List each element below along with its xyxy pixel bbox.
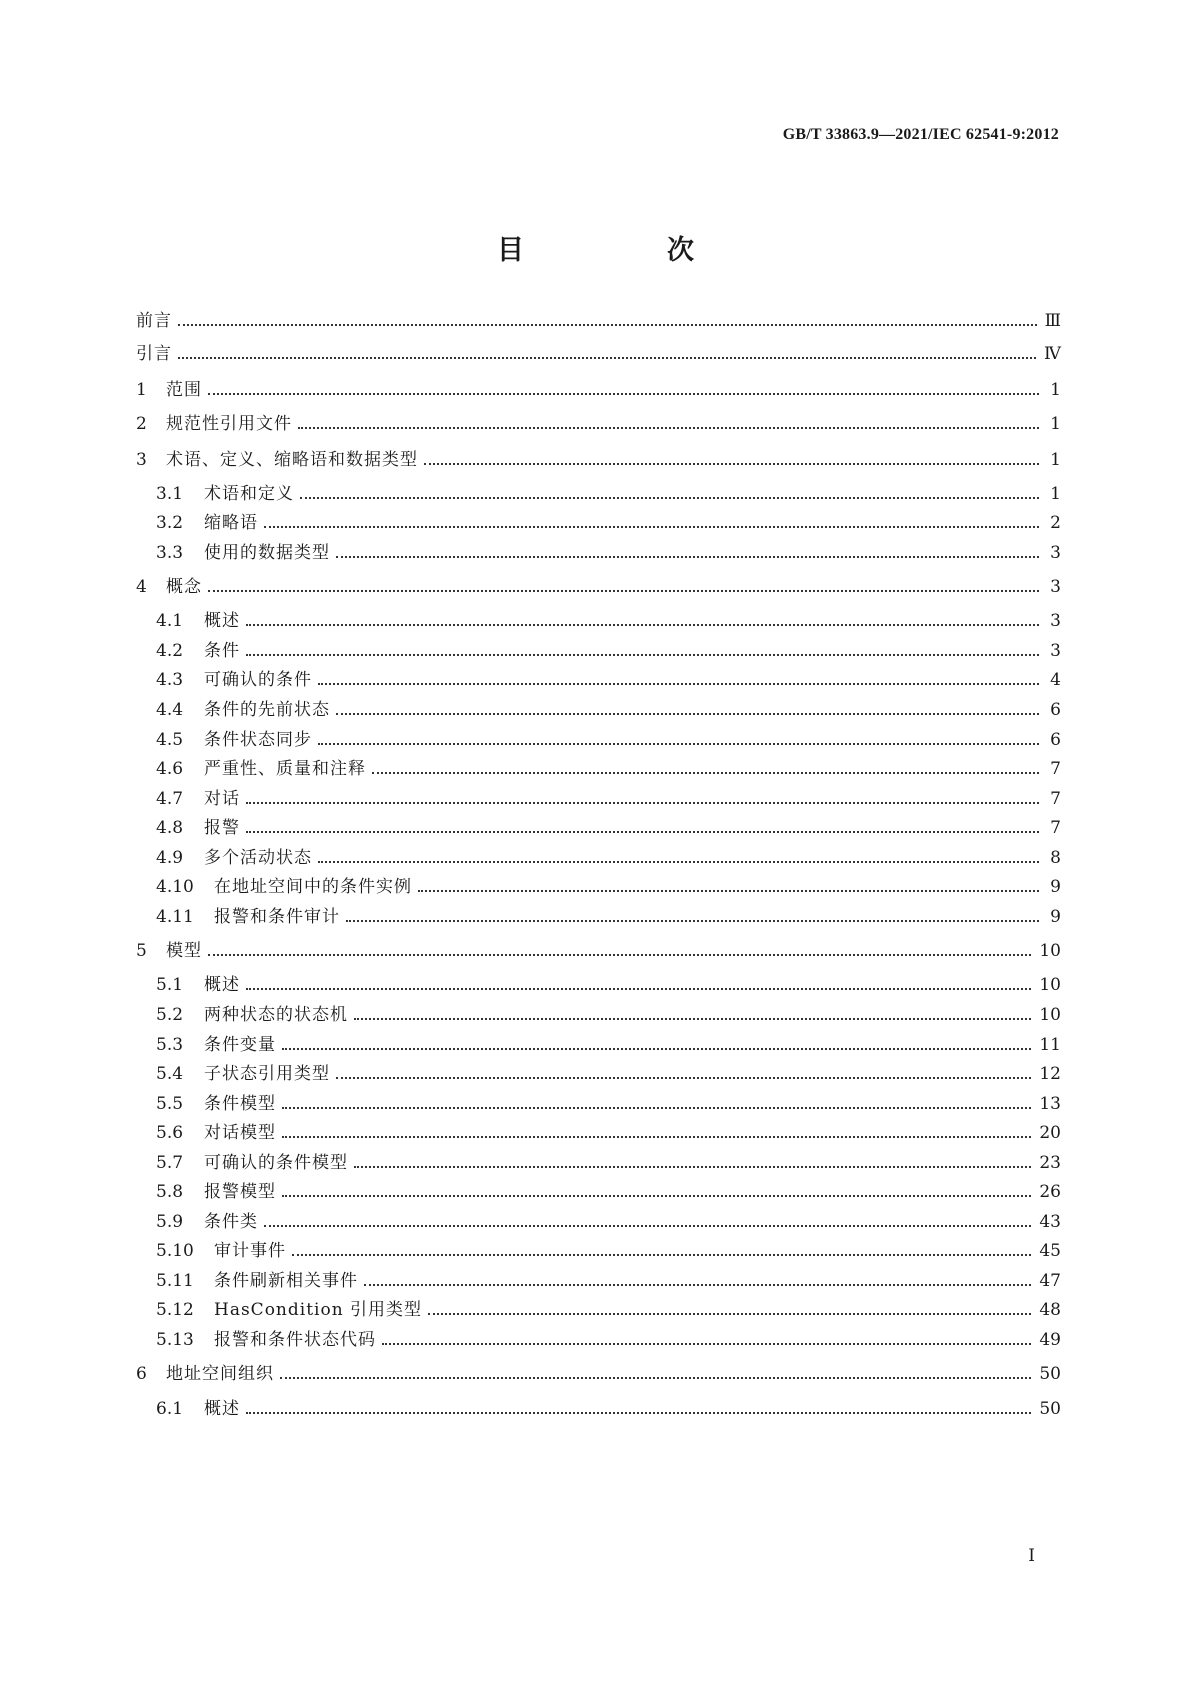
toc-dot-leader xyxy=(300,497,1039,499)
toc-entry-page: Ⅳ xyxy=(1044,344,1061,364)
toc-entry-page: 50 xyxy=(1039,1364,1061,1384)
toc-entry-number: 5.12 xyxy=(156,1300,194,1320)
toc-entry-title: 使用的数据类型 xyxy=(204,543,330,563)
toc-entry[interactable] xyxy=(156,1063,1061,1085)
toc-entry-title: 概念 xyxy=(166,577,202,597)
toc-dot-leader xyxy=(346,920,1039,922)
toc-entry[interactable] xyxy=(156,699,1061,721)
toc-entry[interactable] xyxy=(156,1270,1061,1292)
toc-entry[interactable] xyxy=(156,1299,1061,1321)
toc-entry-page: 9 xyxy=(1050,907,1061,927)
toc-entry[interactable] xyxy=(156,610,1061,632)
toc-entry[interactable] xyxy=(156,876,1061,898)
toc-entry-title: 前言 xyxy=(136,311,172,331)
toc-entry-title: 概述 xyxy=(204,611,240,631)
toc-dot-leader xyxy=(282,1107,1031,1109)
toc-entry-number: 5.5 xyxy=(156,1094,184,1114)
toc-entry-title: 术语和定义 xyxy=(204,484,294,504)
toc-entry-title: 条件刷新相关事件 xyxy=(214,1271,358,1291)
toc-entry[interactable] xyxy=(156,906,1061,928)
toc-entry-number: 5.8 xyxy=(156,1182,184,1202)
toc-entry-page: 6 xyxy=(1050,730,1061,750)
toc-entry[interactable] xyxy=(156,1398,1061,1420)
toc-dot-leader xyxy=(428,1313,1031,1315)
toc-entry[interactable] xyxy=(156,1240,1061,1262)
toc-dot-leader xyxy=(208,590,1039,592)
toc-dot-leader xyxy=(318,861,1039,863)
toc-entry[interactable] xyxy=(156,729,1061,751)
toc-entry-title: 报警和条件审计 xyxy=(214,907,340,927)
toc-entry[interactable] xyxy=(156,640,1061,662)
toc-entry[interactable] xyxy=(156,512,1061,534)
toc-entry-page: 3 xyxy=(1050,543,1061,563)
toc-dot-leader xyxy=(292,1254,1031,1256)
toc-entry-title: 规范性引用文件 xyxy=(166,414,292,434)
toc-entry-number: 1 xyxy=(136,380,147,400)
toc-entry-number: 2 xyxy=(136,414,147,434)
toc-dot-leader xyxy=(178,324,1037,326)
toc-dot-leader xyxy=(336,1077,1031,1079)
toc-entry-number: 5.1 xyxy=(156,975,184,995)
toc-entry-title: 条件状态同步 xyxy=(204,730,312,750)
toc-entry-page: 23 xyxy=(1039,1153,1061,1173)
toc-entry-page: 7 xyxy=(1050,789,1061,809)
toc-entry-title: 对话 xyxy=(204,789,240,809)
toc-entry-page: 7 xyxy=(1050,759,1061,779)
toc-entry-title: 范围 xyxy=(166,380,202,400)
toc-entry-number: 6 xyxy=(136,1364,147,1384)
toc-entry[interactable] xyxy=(136,413,1061,435)
toc-entry[interactable] xyxy=(156,847,1061,869)
toc-entry-title: 可确认的条件模型 xyxy=(204,1153,348,1173)
toc-entry-page: 3 xyxy=(1050,577,1061,597)
toc-entry-number: 4.10 xyxy=(156,877,194,897)
toc-entry-title: 两种状态的状态机 xyxy=(204,1005,348,1025)
toc-entry[interactable] xyxy=(156,1093,1061,1115)
toc-dot-leader xyxy=(282,1195,1031,1197)
toc-entry-title: 缩略语 xyxy=(204,513,258,533)
toc-dot-leader xyxy=(298,427,1039,429)
toc-dot-leader xyxy=(208,954,1031,956)
toc-entry-page: 10 xyxy=(1039,975,1061,995)
toc-dot-leader xyxy=(246,1412,1031,1414)
toc-entry-title: 地址空间组织 xyxy=(166,1364,274,1384)
toc-entry-title: 报警模型 xyxy=(204,1182,276,1202)
toc-entry-title: 多个活动状态 xyxy=(204,848,312,868)
toc-entry-title: 在地址空间中的条件实例 xyxy=(214,877,412,897)
toc-entry-page: 3 xyxy=(1050,641,1061,661)
toc-entry-page: 1 xyxy=(1050,484,1061,504)
toc-entry-page: 10 xyxy=(1039,1005,1061,1025)
toc-entry-title: 概述 xyxy=(204,1399,240,1419)
toc-entry[interactable] xyxy=(136,449,1061,471)
toc-entry-title: 条件模型 xyxy=(204,1094,276,1114)
toc-entry-title: 可确认的条件 xyxy=(204,670,312,690)
toc-entry-title: 条件 xyxy=(204,641,240,661)
toc-entry-number: 4.4 xyxy=(156,700,184,720)
toc-dot-leader xyxy=(178,357,1036,359)
toc-entry-page: 1 xyxy=(1050,380,1061,400)
toc-entry-number: 3.2 xyxy=(156,513,184,533)
toc-entry-title: 条件类 xyxy=(204,1212,258,1232)
toc-entry-page: 8 xyxy=(1050,848,1061,868)
toc-entry[interactable] xyxy=(156,788,1061,810)
toc-entry-title: 模型 xyxy=(166,941,202,961)
toc-entry-title: 子状态引用类型 xyxy=(204,1064,330,1084)
toc-entry[interactable] xyxy=(136,576,1061,598)
toc-entry[interactable] xyxy=(156,542,1061,564)
toc-dot-leader xyxy=(372,772,1039,774)
toc-entry-page: 43 xyxy=(1039,1212,1061,1232)
toc-dot-leader xyxy=(318,683,1039,685)
toc-entry-page: 2 xyxy=(1050,513,1061,533)
toc-dot-leader xyxy=(424,463,1039,465)
toc-entry[interactable] xyxy=(156,669,1061,691)
toc-entry-number: 4 xyxy=(136,577,147,597)
toc-entry-page: 12 xyxy=(1039,1064,1061,1084)
toc-entry-page: 1 xyxy=(1050,450,1061,470)
toc-entry[interactable] xyxy=(136,940,1061,962)
toc-entry-number: 6.1 xyxy=(156,1399,184,1419)
toc-dot-leader xyxy=(382,1343,1031,1345)
toc-entry-number: 4.3 xyxy=(156,670,184,690)
toc-entry[interactable] xyxy=(156,483,1061,505)
toc-entry-number: 4.7 xyxy=(156,789,184,809)
toc-dot-leader xyxy=(354,1166,1031,1168)
toc-entry-page: 49 xyxy=(1039,1330,1061,1350)
toc-entry-number: 4.8 xyxy=(156,818,184,838)
toc-entry-title: 引言 xyxy=(136,344,172,364)
toc-title: 目 次 xyxy=(497,235,752,266)
toc-entry-page: Ⅲ xyxy=(1044,311,1061,331)
toc-dot-leader xyxy=(246,988,1031,990)
toc-entry-number: 4.5 xyxy=(156,730,184,750)
toc-entry[interactable] xyxy=(136,343,1061,365)
toc-entry-number: 5.4 xyxy=(156,1064,184,1084)
toc-entry-title: 条件的先前状态 xyxy=(204,700,330,720)
toc-entry-title: 审计事件 xyxy=(214,1241,286,1261)
toc-entry[interactable] xyxy=(156,1152,1061,1174)
toc-dot-leader xyxy=(264,526,1039,528)
toc-dot-leader xyxy=(246,802,1039,804)
toc-dot-leader xyxy=(364,1284,1031,1286)
toc-entry[interactable] xyxy=(156,1211,1061,1233)
toc-dot-leader xyxy=(336,556,1039,558)
toc-entry-page: 9 xyxy=(1050,877,1061,897)
toc-entry[interactable] xyxy=(156,758,1061,780)
toc-entry-number: 5.6 xyxy=(156,1123,184,1143)
standard-code: GB/T 33863.9—2021/IEC 62541-9:2012 xyxy=(782,126,1059,143)
toc-entry-number: 3.3 xyxy=(156,543,184,563)
toc-entry-title: 概述 xyxy=(204,975,240,995)
toc-dot-leader xyxy=(246,654,1039,656)
toc-entry-page: 6 xyxy=(1050,700,1061,720)
toc-entry[interactable] xyxy=(156,1004,1061,1026)
toc-entry-page: 50 xyxy=(1039,1399,1061,1419)
toc-entry-number: 5.10 xyxy=(156,1241,194,1261)
toc-entry-number: 5.13 xyxy=(156,1330,194,1350)
toc-entry-title: HasCondition 引用类型 xyxy=(214,1300,423,1320)
toc-entry-number: 4.9 xyxy=(156,848,184,868)
toc-entry-number: 4.1 xyxy=(156,611,184,631)
toc-entry-page: 45 xyxy=(1039,1241,1061,1261)
toc-entry-number: 5.9 xyxy=(156,1212,184,1232)
toc-entry-page: 47 xyxy=(1039,1271,1061,1291)
toc-entry-page: 48 xyxy=(1039,1300,1061,1320)
toc-entry[interactable] xyxy=(156,1329,1061,1351)
toc-entry-number: 3 xyxy=(136,450,147,470)
toc-entry-title: 严重性、质量和注释 xyxy=(204,759,366,779)
toc-entry[interactable] xyxy=(156,1122,1061,1144)
toc-entry-page: 1 xyxy=(1050,414,1061,434)
toc-entry[interactable] xyxy=(156,1181,1061,1203)
page-number: I xyxy=(1028,1546,1035,1566)
toc-entry-page: 7 xyxy=(1050,818,1061,838)
toc-entry-number: 4.11 xyxy=(156,907,194,927)
toc-entry-title: 对话模型 xyxy=(204,1123,276,1143)
toc-entry[interactable] xyxy=(156,817,1061,839)
toc-entry-page: 4 xyxy=(1050,670,1061,690)
toc-entry-number: 5.11 xyxy=(156,1271,194,1291)
toc-dot-leader xyxy=(318,743,1039,745)
toc-entry-page: 3 xyxy=(1050,611,1061,631)
toc-entry-page: 10 xyxy=(1039,941,1061,961)
toc-dot-leader xyxy=(282,1048,1031,1050)
toc-entry-page: 11 xyxy=(1039,1035,1061,1055)
toc-dot-leader xyxy=(282,1136,1031,1138)
toc-entry-number: 4.6 xyxy=(156,759,184,779)
toc-dot-leader xyxy=(264,1225,1031,1227)
toc-entry[interactable] xyxy=(136,379,1061,401)
toc-entry-title: 条件变量 xyxy=(204,1035,276,1055)
toc-entry-page: 20 xyxy=(1039,1123,1061,1143)
toc-entry-title: 报警 xyxy=(204,818,240,838)
toc-dot-leader xyxy=(280,1377,1031,1379)
toc-entry[interactable] xyxy=(156,1034,1061,1056)
toc-dot-leader xyxy=(246,831,1039,833)
toc-entry-number: 5.3 xyxy=(156,1035,184,1055)
toc-entry-title: 报警和条件状态代码 xyxy=(214,1330,376,1350)
toc-entry-number: 3.1 xyxy=(156,484,184,504)
toc-dot-leader xyxy=(246,624,1039,626)
toc-dot-leader xyxy=(208,393,1039,395)
toc-entry-number: 5.2 xyxy=(156,1005,184,1025)
toc-entry[interactable] xyxy=(156,974,1061,996)
toc-entry-number: 5.7 xyxy=(156,1153,184,1173)
toc-dot-leader xyxy=(336,713,1039,715)
toc-entry-title: 术语、定义、缩略语和数据类型 xyxy=(166,450,418,470)
toc-entry-page: 13 xyxy=(1039,1094,1061,1114)
toc-dot-leader xyxy=(354,1018,1031,1020)
toc-entry-number: 5 xyxy=(136,941,147,961)
toc-dot-leader xyxy=(418,890,1039,892)
toc-entry-number: 4.2 xyxy=(156,641,184,661)
toc-entry[interactable] xyxy=(136,1363,1061,1385)
toc-entry-page: 26 xyxy=(1039,1182,1061,1202)
toc-entry[interactable] xyxy=(136,310,1061,332)
